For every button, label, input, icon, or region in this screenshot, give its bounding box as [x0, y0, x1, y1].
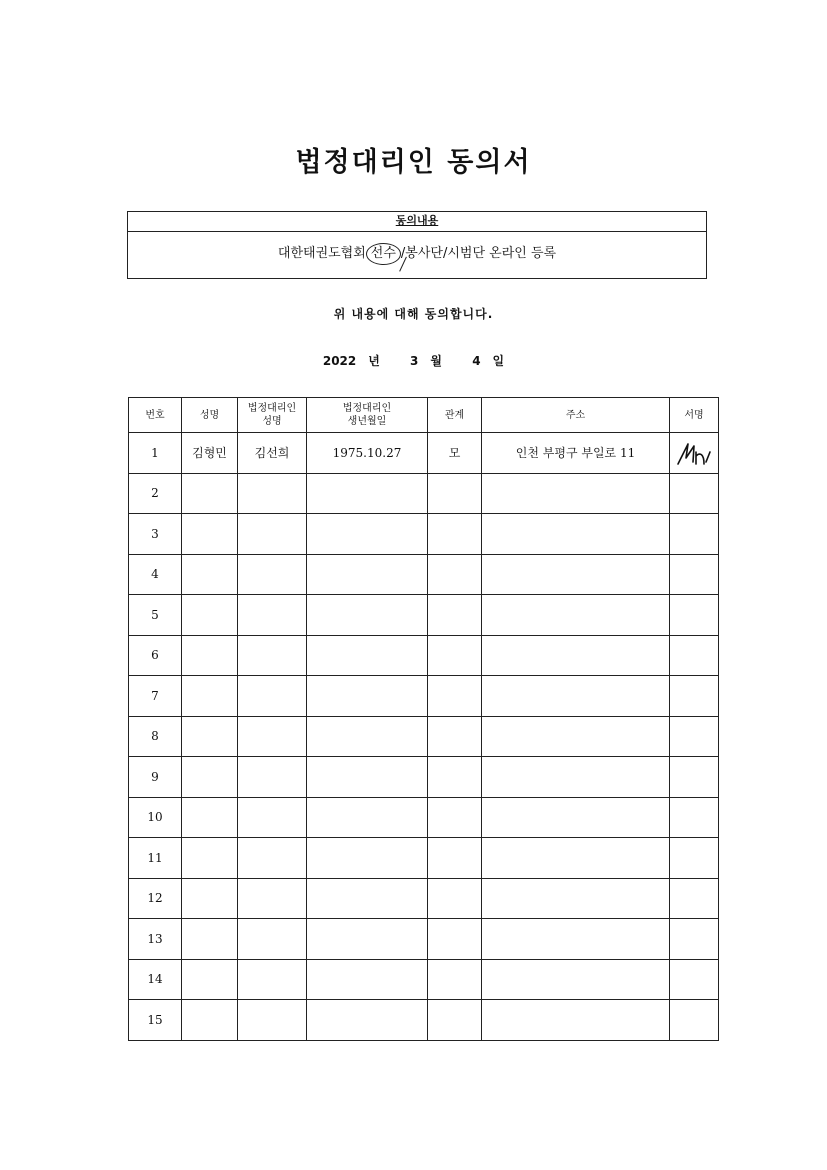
table-header-row	[129, 398, 719, 433]
signature-cell	[670, 1000, 719, 1041]
row-number-cell: 12	[129, 878, 182, 919]
address-cell	[482, 716, 670, 757]
date-month: 3	[410, 354, 419, 368]
relation-cell	[428, 797, 482, 838]
table-row	[129, 919, 719, 960]
guardian-name-cell	[238, 838, 307, 879]
student-name-cell	[182, 676, 238, 717]
header-no: 번호	[129, 398, 182, 433]
row-number-cell: 1	[129, 433, 182, 474]
table-row	[129, 595, 719, 636]
signing-date	[0, 352, 827, 369]
row-number-cell: 2	[129, 473, 182, 514]
guardian-birthdate-cell	[307, 676, 428, 717]
signature-cell	[670, 433, 719, 474]
guardian-birthdate-cell	[307, 757, 428, 798]
guardian-name-cell	[238, 595, 307, 636]
relation-cell	[428, 878, 482, 919]
signature-cell	[670, 554, 719, 595]
row-number-cell: 6	[129, 635, 182, 676]
guardian-name-cell	[238, 919, 307, 960]
signature-cell	[670, 878, 719, 919]
address-cell: 인천 부평구 부일로 11	[482, 433, 670, 474]
row-number-cell: 7	[129, 676, 182, 717]
date-day-unit: 일	[492, 354, 505, 368]
address-cell	[482, 757, 670, 798]
row-number-cell: 14	[129, 959, 182, 1000]
relation-cell	[428, 1000, 482, 1041]
student-name-cell	[182, 473, 238, 514]
consent-body	[128, 232, 706, 276]
relation-cell	[428, 919, 482, 960]
student-name-cell	[182, 959, 238, 1000]
row-number-cell: 13	[129, 919, 182, 960]
address-cell	[482, 919, 670, 960]
consent-header-label: 동의내용	[395, 214, 439, 227]
row-number-cell: 8	[129, 716, 182, 757]
guardian-name-cell	[238, 635, 307, 676]
header-guardian-name	[238, 398, 307, 433]
header-guardian-name-line1: 법정대리인	[247, 403, 297, 414]
guardian-birthdate-cell	[307, 595, 428, 636]
header-relation: 관계	[428, 398, 482, 433]
guardian-name-cell	[238, 473, 307, 514]
table-row	[129, 554, 719, 595]
signature-cell	[670, 635, 719, 676]
header-guardian-birth	[307, 398, 428, 433]
address-cell	[482, 514, 670, 555]
student-name-cell	[182, 1000, 238, 1041]
guardian-birthdate-cell	[307, 959, 428, 1000]
guardian-name-cell	[238, 676, 307, 717]
table-row	[129, 433, 719, 474]
table-row	[129, 473, 719, 514]
student-name-cell	[182, 716, 238, 757]
guardian-birthdate-cell	[307, 554, 428, 595]
document-title: 법정대리인 동의서	[295, 147, 532, 178]
address-cell	[482, 595, 670, 636]
relation-cell	[428, 473, 482, 514]
header-guardian-name-line2: 성명	[262, 416, 282, 427]
signature-cell	[670, 473, 719, 514]
table-row	[129, 635, 719, 676]
row-number-cell: 11	[129, 838, 182, 879]
signature-cell	[670, 716, 719, 757]
signature-cell	[670, 595, 719, 636]
guardian-name-cell	[238, 757, 307, 798]
consent-content-box	[127, 211, 707, 279]
signature-cell	[670, 757, 719, 798]
table-row	[129, 797, 719, 838]
student-name-cell	[182, 757, 238, 798]
signature-cell	[670, 838, 719, 879]
agreement-statement: 위 내용에 대해 동의합니다.	[333, 307, 494, 321]
student-name-cell	[182, 554, 238, 595]
address-cell	[482, 878, 670, 919]
student-name-cell	[182, 595, 238, 636]
relation-cell	[428, 635, 482, 676]
guardian-name-cell	[238, 878, 307, 919]
address-cell	[482, 473, 670, 514]
student-name-cell	[182, 838, 238, 879]
address-cell	[482, 554, 670, 595]
relation-cell	[428, 959, 482, 1000]
guardian-birthdate-cell	[307, 797, 428, 838]
address-cell	[482, 1000, 670, 1041]
table-row	[129, 838, 719, 879]
signature-cell	[670, 676, 719, 717]
row-number-cell: 3	[129, 514, 182, 555]
consent-suffix: /봉사단/시범단 온라인 등록	[400, 246, 557, 261]
guardian-birthdate-cell	[307, 635, 428, 676]
address-cell	[482, 959, 670, 1000]
date-month-unit: 월	[430, 354, 442, 368]
row-number-cell: 4	[129, 554, 182, 595]
student-name-cell	[182, 878, 238, 919]
circled-option: 선수	[366, 243, 401, 265]
handwritten-signature	[674, 438, 714, 468]
row-number-cell: 15	[129, 1000, 182, 1041]
student-name-cell	[182, 919, 238, 960]
table-row	[129, 716, 719, 757]
header-guardian-birth-line1: 법정대리인	[342, 403, 392, 414]
header-address: 주소	[482, 398, 670, 433]
consent-prefix: 대한태권도협회	[277, 246, 366, 261]
student-name-cell	[182, 514, 238, 555]
relation-cell	[428, 676, 482, 717]
guardian-birthdate-cell	[307, 716, 428, 757]
relation-cell	[428, 595, 482, 636]
student-name-cell	[182, 635, 238, 676]
guardian-registration-table	[128, 397, 719, 1041]
guardian-birthdate-cell	[307, 919, 428, 960]
student-name-cell	[182, 797, 238, 838]
guardian-birthdate-cell	[307, 473, 428, 514]
guardian-name-cell	[238, 797, 307, 838]
table-row	[129, 878, 719, 919]
date-year-unit: 년	[368, 354, 380, 368]
signature-cell	[670, 959, 719, 1000]
signature-cell	[670, 797, 719, 838]
relation-cell: 모	[428, 433, 482, 474]
address-cell	[482, 838, 670, 879]
guardian-birthdate-cell	[307, 838, 428, 879]
relation-cell	[428, 554, 482, 595]
address-cell	[482, 635, 670, 676]
table-row	[129, 959, 719, 1000]
row-number-cell: 10	[129, 797, 182, 838]
header-signature: 서명	[670, 398, 719, 433]
relation-cell	[428, 716, 482, 757]
table-row	[129, 514, 719, 555]
relation-cell	[428, 514, 482, 555]
date-day: 4	[472, 354, 481, 368]
guardian-name-cell	[238, 959, 307, 1000]
header-name: 성명	[182, 398, 238, 433]
signature-cell	[670, 514, 719, 555]
guardian-birthdate-cell: 1975.10.27	[307, 433, 428, 474]
row-number-cell: 5	[129, 595, 182, 636]
guardian-name-cell	[238, 1000, 307, 1041]
header-guardian-birth-line2: 생년월일	[347, 416, 387, 427]
guardian-name-cell	[238, 554, 307, 595]
relation-cell	[428, 838, 482, 879]
guardian-name-cell	[238, 514, 307, 555]
signature-cell	[670, 919, 719, 960]
relation-cell	[428, 757, 482, 798]
date-year: 2022	[322, 354, 357, 368]
guardian-name-cell	[238, 716, 307, 757]
guardian-birthdate-cell	[307, 514, 428, 555]
address-cell	[482, 676, 670, 717]
address-cell	[482, 797, 670, 838]
table-row	[129, 757, 719, 798]
consent-header	[128, 212, 706, 232]
table-row	[129, 676, 719, 717]
guardian-birthdate-cell	[307, 878, 428, 919]
guardian-name-cell: 김선희	[238, 433, 307, 474]
student-name-cell: 김형민	[182, 433, 238, 474]
table-row	[129, 1000, 719, 1041]
guardian-birthdate-cell	[307, 1000, 428, 1041]
row-number-cell: 9	[129, 757, 182, 798]
